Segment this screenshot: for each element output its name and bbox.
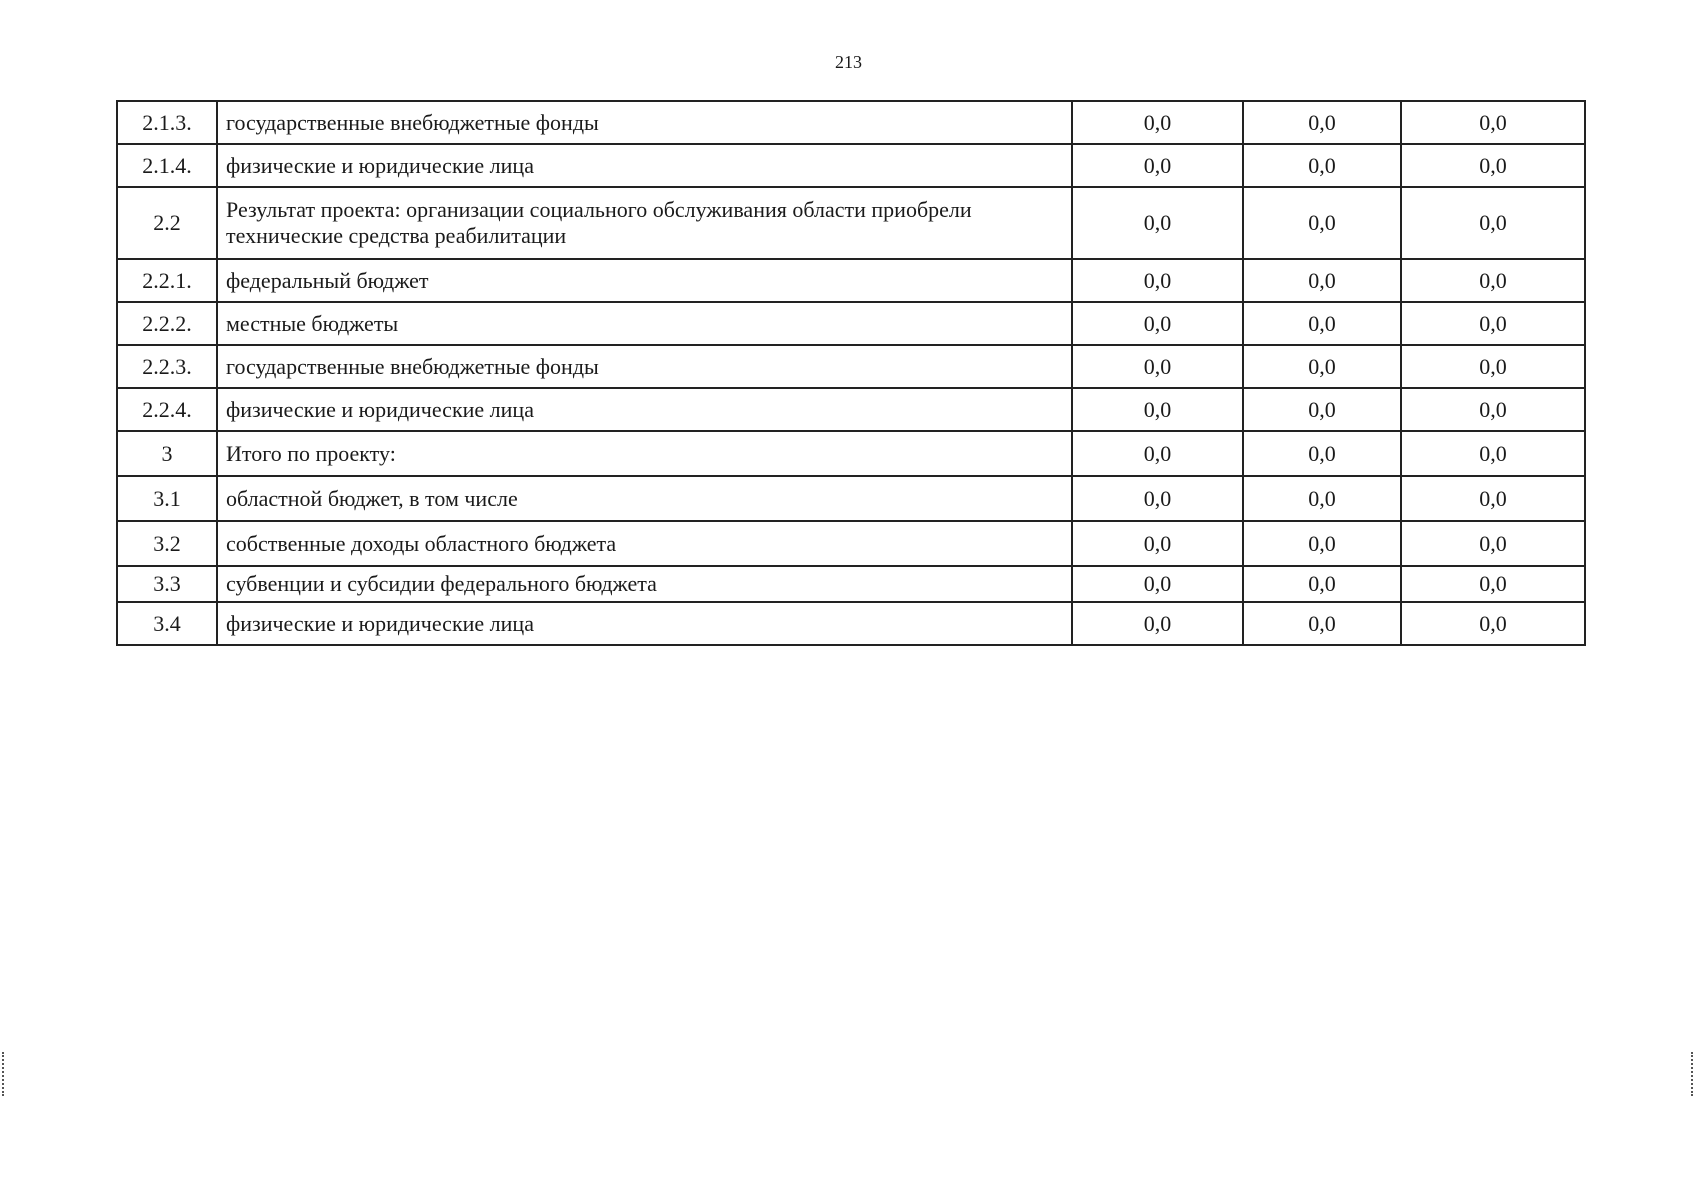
row-number: 3.2 — [117, 521, 217, 566]
table-row — [117, 566, 1585, 602]
row-value-2: 0,0 — [1243, 345, 1401, 388]
table-row — [117, 431, 1585, 476]
row-value-2: 0,0 — [1243, 302, 1401, 345]
page-number: 213 — [835, 52, 862, 72]
row-number: 3 — [117, 431, 217, 476]
budget-table — [116, 100, 1586, 646]
row-value-3: 0,0 — [1401, 101, 1585, 144]
row-number: 3.3 — [117, 566, 217, 602]
table-row — [117, 187, 1585, 259]
row-value-2: 0,0 — [1243, 431, 1401, 476]
row-value-1: 0,0 — [1072, 302, 1243, 345]
row-value-3: 0,0 — [1401, 187, 1585, 259]
row-number: 2.2.1. — [117, 259, 217, 302]
row-value-1: 0,0 — [1072, 476, 1243, 521]
table-row — [117, 144, 1585, 187]
row-value-3: 0,0 — [1401, 259, 1585, 302]
row-value-3: 0,0 — [1401, 345, 1585, 388]
row-number: 3.1 — [117, 476, 217, 521]
row-number: 2.2.4. — [117, 388, 217, 431]
table-row — [117, 302, 1585, 345]
row-value-3: 0,0 — [1401, 144, 1585, 187]
row-name: физические и юридические лица — [217, 144, 1072, 187]
row-name: местные бюджеты — [217, 302, 1072, 345]
row-value-2: 0,0 — [1243, 187, 1401, 259]
row-number: 2.1.4. — [117, 144, 217, 187]
row-value-3: 0,0 — [1401, 566, 1585, 602]
row-value-3: 0,0 — [1401, 302, 1585, 345]
row-number: 2.2.3. — [117, 345, 217, 388]
row-name: областной бюджет, в том числе — [217, 476, 1072, 521]
row-value-1: 0,0 — [1072, 388, 1243, 431]
row-name: субвенции и субсидии федерального бюджета — [217, 566, 1072, 602]
row-value-3: 0,0 — [1401, 602, 1585, 645]
row-name: физические и юридические лица — [217, 602, 1072, 645]
row-value-1: 0,0 — [1072, 521, 1243, 566]
row-name: Итого по проекту: — [217, 431, 1072, 476]
row-value-2: 0,0 — [1243, 476, 1401, 521]
row-value-2: 0,0 — [1243, 388, 1401, 431]
table-row — [117, 602, 1585, 645]
row-number: 2.1.3. — [117, 101, 217, 144]
table-row — [117, 345, 1585, 388]
table-row — [117, 521, 1585, 566]
row-value-3: 0,0 — [1401, 431, 1585, 476]
row-value-1: 0,0 — [1072, 259, 1243, 302]
row-value-2: 0,0 — [1243, 144, 1401, 187]
row-value-1: 0,0 — [1072, 602, 1243, 645]
row-value-1: 0,0 — [1072, 431, 1243, 476]
row-value-1: 0,0 — [1072, 101, 1243, 144]
row-number: 2.2.2. — [117, 302, 217, 345]
row-value-2: 0,0 — [1243, 521, 1401, 566]
row-name: Результат проекта: организации социального обслуживания области приобрели технические средства реабилитации — [217, 187, 1072, 259]
row-value-1: 0,0 — [1072, 566, 1243, 602]
scan-edge-mark-right — [1691, 1052, 1696, 1096]
row-value-2: 0,0 — [1243, 259, 1401, 302]
row-number: 3.4 — [117, 602, 217, 645]
row-value-2: 0,0 — [1243, 602, 1401, 645]
row-value-1: 0,0 — [1072, 144, 1243, 187]
scan-edge-mark-left — [2, 1052, 7, 1096]
row-value-1: 0,0 — [1072, 187, 1243, 259]
row-value-3: 0,0 — [1401, 388, 1585, 431]
row-name: государственные внебюджетные фонды — [217, 101, 1072, 144]
row-value-2: 0,0 — [1243, 566, 1401, 602]
row-value-3: 0,0 — [1401, 476, 1585, 521]
table-row — [117, 476, 1585, 521]
row-name: федеральный бюджет — [217, 259, 1072, 302]
table-row — [117, 388, 1585, 431]
table-row — [117, 259, 1585, 302]
row-value-2: 0,0 — [1243, 101, 1401, 144]
table-row — [117, 101, 1585, 144]
row-number: 2.2 — [117, 187, 217, 259]
row-name: физические и юридические лица — [217, 388, 1072, 431]
row-name: собственные доходы областного бюджета — [217, 521, 1072, 566]
row-value-3: 0,0 — [1401, 521, 1585, 566]
row-name: государственные внебюджетные фонды — [217, 345, 1072, 388]
row-value-1: 0,0 — [1072, 345, 1243, 388]
